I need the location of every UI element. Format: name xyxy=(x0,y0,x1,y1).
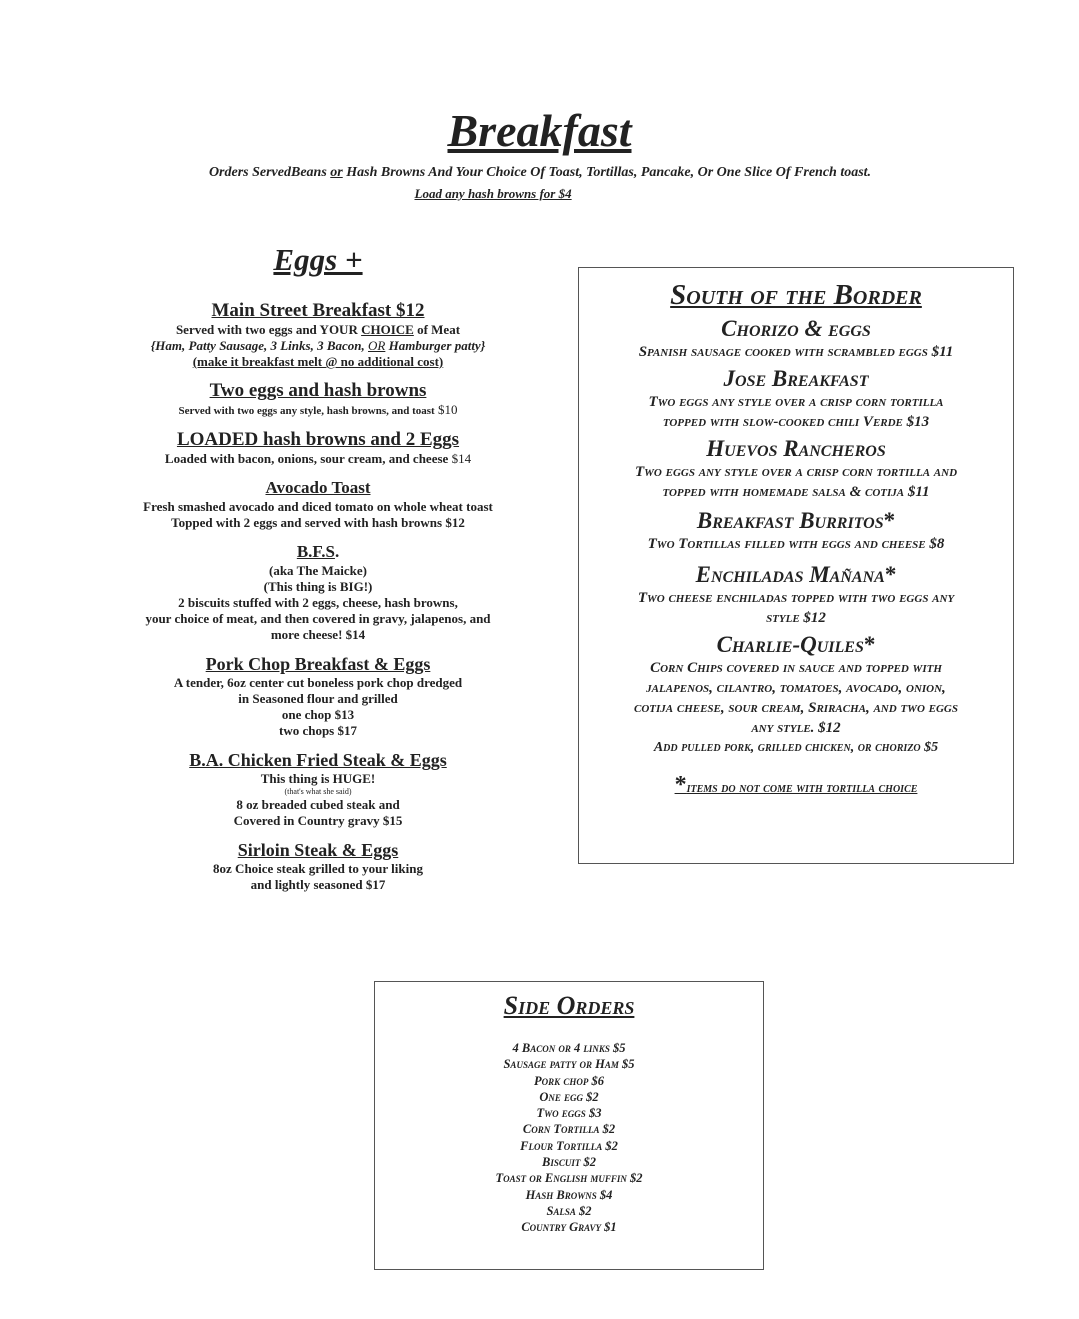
item-title: Main Street Breakfast $12 xyxy=(211,300,425,321)
south-of-the-border-box xyxy=(578,267,1014,864)
meat-options xyxy=(118,338,518,354)
side-item: Sausage patty or Ham $5 xyxy=(503,1057,635,1072)
asterisk-marker: * xyxy=(863,632,876,657)
intro-text xyxy=(60,165,1020,181)
or-emphasis: OR xyxy=(368,338,386,353)
side-item: Biscuit $2 xyxy=(542,1155,596,1170)
south-of-the-border-content xyxy=(579,268,1013,799)
menu-item-pork-chop xyxy=(118,653,518,739)
dish-description: Two eggs any style over a crisp corn tortilla and xyxy=(634,464,958,480)
item-description: Covered in Country gravy $15 xyxy=(233,813,403,828)
item-price: $10 xyxy=(434,402,458,417)
text-fragment: Loaded with bacon, onions, sour cream, and cheese xyxy=(164,451,449,466)
item-title: Sirloin Steak & Eggs xyxy=(237,840,399,860)
dish-huevos-rancheros: Huevos Rancheros xyxy=(706,436,886,461)
text-fragment: Served with two eggs any style, hash browns, and toast xyxy=(178,405,435,417)
item-description: Topped with 2 eggs and served with hash browns $12 xyxy=(171,515,465,530)
text-fragment: B.F.S xyxy=(296,542,335,561)
side-item: Hash Browns $4 xyxy=(525,1187,613,1202)
asterisk-marker: * xyxy=(884,562,897,587)
item-title: B.A. Chicken Fried Steak & Eggs xyxy=(189,750,447,770)
side-orders-box xyxy=(374,981,764,1270)
dish-description: Corn Chips covered in sauce and topped with xyxy=(650,660,942,676)
item-description: 8 oz breaded cubed steak and xyxy=(236,797,400,812)
item-description: 2 biscuits stuffed with 2 eggs, cheese, hash browns, xyxy=(178,595,458,610)
text-fragment: Charlie-Quiles xyxy=(716,632,864,657)
dish-charlie-quiles xyxy=(593,632,999,658)
item-description: in Seasoned flour and grilled xyxy=(238,691,398,706)
tortilla-footnote xyxy=(593,772,999,799)
menu-item-bfs xyxy=(118,541,518,643)
item-description: A tender, 6oz center cut boneless pork chop dredged xyxy=(173,675,463,690)
item-description: more cheese! $14 xyxy=(270,627,366,642)
side-item: Toast or English muffin $2 xyxy=(495,1171,643,1186)
menu-item-two-eggs xyxy=(118,380,518,419)
dish-description: Two Tortillas filled with eggs and cheese $8 xyxy=(647,536,945,552)
item-title: Two eggs and hash browns xyxy=(209,380,427,401)
text-fragment: . xyxy=(334,542,340,561)
breakfast-melt-note: (make it breakfast melt @ no additional cost) xyxy=(192,354,444,369)
intro-text-start: Orders ServedBeans xyxy=(208,165,331,180)
dish-description: cotija cheese, sour cream, Sriracha, and two eggs xyxy=(634,700,958,716)
dish-jose-breakfast: Jose Breakfast xyxy=(723,366,869,391)
side-orders-list xyxy=(375,1040,763,1236)
menu-item-sirloin xyxy=(118,839,518,893)
item-description: your choice of meat, and then covered in gravy, jalapenos, and xyxy=(145,611,491,626)
item-description: one chop $13 xyxy=(281,707,355,722)
item-description: two chops $17 xyxy=(278,723,357,738)
item-description xyxy=(118,402,518,419)
text-fragment: {Ham, Patty Sausage, 3 Links, 3 Bacon, xyxy=(150,338,369,353)
side-item: Salsa $2 xyxy=(546,1203,592,1218)
choice-emphasis: CHOICE xyxy=(361,322,414,337)
item-description: (aka The Maicke) xyxy=(269,563,367,578)
menu-item-loaded-hash-browns xyxy=(118,429,518,467)
dish-description: Two cheese enchiladas topped with two eggs any xyxy=(637,590,955,606)
side-item: Pork chop $6 xyxy=(534,1073,604,1088)
dish-description: topped with slow-cooked chili Verde $13 xyxy=(662,414,930,430)
side-item: Two eggs $3 xyxy=(536,1106,602,1121)
side-item: 4 Bacon or 4 links $5 xyxy=(512,1041,626,1055)
text-fragment: items do not come with tortilla choice xyxy=(686,781,918,796)
asterisk-marker: * xyxy=(674,772,687,798)
dish-breakfast-burritos xyxy=(593,508,999,534)
item-description xyxy=(118,451,518,467)
dish-chorizo-eggs: Chorizo & eggs xyxy=(721,316,871,341)
item-description: This thing is HUGE! xyxy=(260,771,376,786)
item-description: 8oz Choice steak grilled to your liking xyxy=(213,861,423,876)
dish-description: topped with homemade salsa & cotija $11 xyxy=(662,484,930,500)
dish-enchiladas-manana xyxy=(593,562,999,588)
menu-item-main-street xyxy=(118,300,518,370)
load-hash-browns-text: Load any hash browns for $4 xyxy=(414,186,572,201)
intro-text-or: or xyxy=(330,165,343,180)
dish-description: any style. $12 xyxy=(751,720,841,736)
item-description xyxy=(118,322,518,338)
item-description: and lightly seasoned $17 xyxy=(250,877,386,892)
item-title: LOADED hash browns and 2 Eggs xyxy=(176,429,460,450)
text-fragment: Enchiladas Mañana xyxy=(695,562,885,587)
load-hash-browns-note xyxy=(0,186,1079,202)
south-of-the-border-heading: South of the Border xyxy=(670,279,922,311)
eggs-section-heading: Eggs + xyxy=(273,242,363,277)
item-description: (This thing is BIG!) xyxy=(263,579,373,594)
item-description: Fresh smashed avocado and diced tomato on whole wheat toast xyxy=(143,499,493,514)
dish-description: style $12 xyxy=(766,610,826,626)
dish-description: Spanish sausage cooked with scrambled eggs $11 xyxy=(638,344,954,360)
dish-description: Two eggs any style over a crisp corn tortilla xyxy=(648,394,944,410)
dish-description: jalapenos, cilantro, tomatoes, avocado, onion, xyxy=(646,680,946,696)
text-fragment: of Meat xyxy=(413,322,461,337)
side-item: One egg $2 xyxy=(539,1089,599,1104)
side-item: Country Gravy $1 xyxy=(521,1220,617,1235)
text-fragment: Breakfast Burritos xyxy=(696,508,884,533)
intro-text-end: Hash Browns And Your Choice Of Toast, Tortillas, Pancake, Or One Slice Of French toast. xyxy=(342,165,872,180)
side-item: Flour Tortilla $2 xyxy=(520,1138,618,1153)
text-fragment: Served with two eggs and YOUR xyxy=(175,322,362,337)
menu-item-chicken-fried-steak xyxy=(118,749,518,829)
eggs-menu-list xyxy=(118,300,518,903)
text-fragment: Hamburger patty} xyxy=(385,338,486,353)
asterisk-marker: * xyxy=(883,508,896,533)
item-title: Pork Chop Breakfast & Eggs xyxy=(205,654,431,674)
page-title: Breakfast xyxy=(447,105,632,156)
side-orders-heading: Side Orders xyxy=(503,991,635,1020)
side-item: Corn Tortilla $2 xyxy=(522,1122,616,1137)
menu-item-avocado-toast xyxy=(118,477,518,531)
item-title: Avocado Toast xyxy=(265,478,371,497)
item-aside: (that's what she said) xyxy=(284,787,352,796)
dish-addon-note: Add pulled pork, grilled chicken, or chorizo $5 xyxy=(653,740,939,755)
item-price: $14 xyxy=(448,451,472,466)
item-title xyxy=(118,541,518,563)
